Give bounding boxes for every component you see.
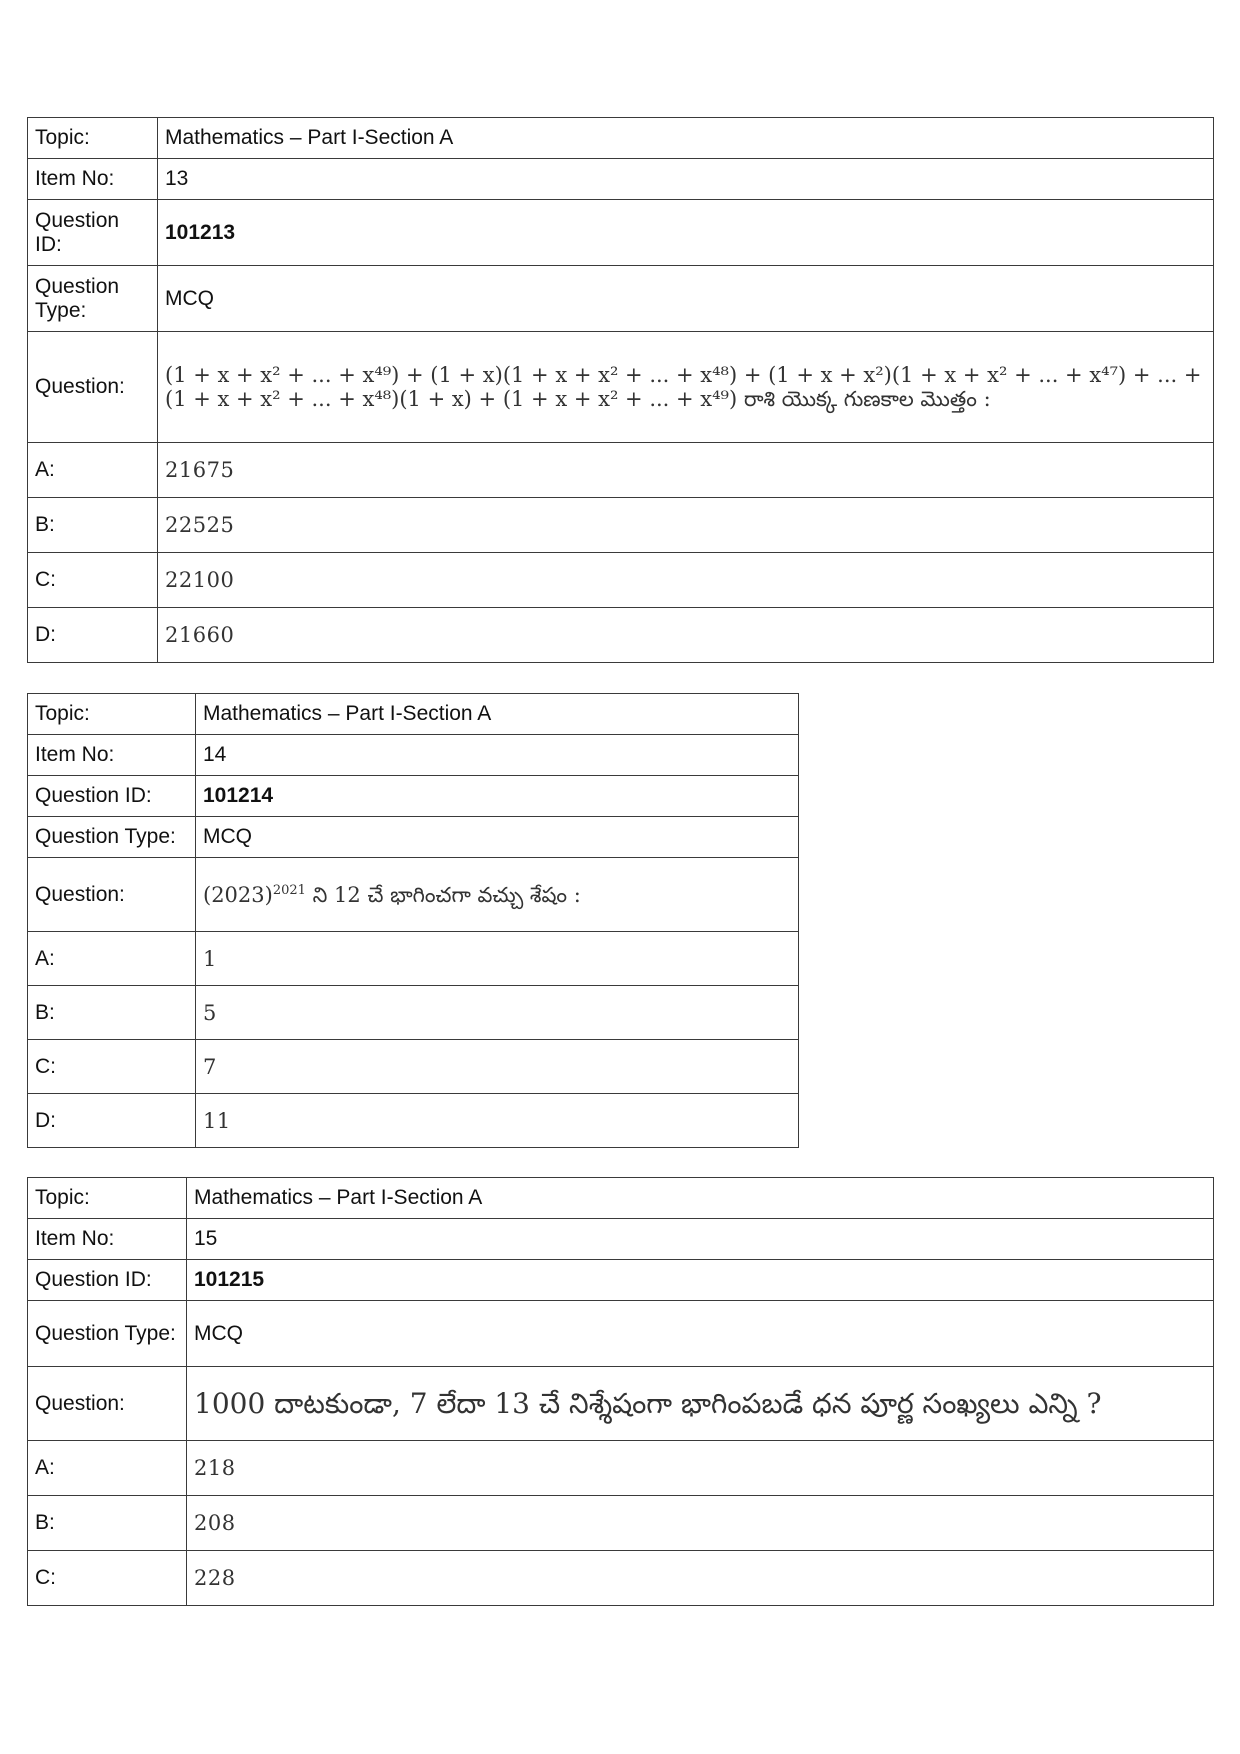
topic-label: Topic: [28, 1178, 187, 1219]
option-value: 5 [196, 986, 799, 1040]
option-row-a [28, 443, 1214, 498]
question-label: Question: [28, 1367, 187, 1441]
qtype-row [28, 817, 799, 858]
qid-value: 101213 [158, 200, 1214, 266]
option-row-c [28, 1040, 799, 1094]
option-row-b [28, 986, 799, 1040]
option-value: 21660 [158, 608, 1214, 663]
option-label: B: [28, 1496, 187, 1551]
qtype-value: MCQ [187, 1301, 1214, 1367]
option-row-d [28, 1094, 799, 1148]
option-label: B: [28, 498, 158, 553]
option-label: A: [28, 443, 158, 498]
option-label: C: [28, 1040, 196, 1094]
option-row-a [28, 1441, 1214, 1496]
option-label: C: [28, 1551, 187, 1606]
qid-label: Question ID: [28, 1260, 187, 1301]
question-row [28, 858, 799, 932]
item-row [28, 159, 1214, 200]
qtype-value: MCQ [196, 817, 799, 858]
option-value: 208 [187, 1496, 1214, 1551]
qtype-label: Question Type: [28, 1301, 187, 1367]
question-row [28, 1367, 1214, 1441]
option-row-a [28, 932, 799, 986]
question-text: 1000 దాటకుండా, 7 లేదా 13 చే నిశ్శేషంగా భాగింపబడే ధన పూర్ణ సంఖ్యలు ఎన్ని ? [187, 1367, 1214, 1441]
topic-value: Mathematics – Part I-Section A [158, 118, 1214, 159]
qid-label: Question ID: [28, 776, 196, 817]
question-line-1: (1 + x + x² + ... + x⁴⁹) + (1 + x)(1 + x + x² + ... + x⁴⁸) + (1 + x + x²)(1 + x + x² + ... + x⁴⁷) + ... + [165, 363, 1202, 387]
question-line-2: (1 + x + x² + ... + x⁴⁸)(1 + x) + (1 + x + x² + ... + x⁴⁹) రాశి యొక్క గుణకాల మొత్తం : [165, 387, 991, 411]
item-value: 14 [196, 735, 799, 776]
option-value: 7 [196, 1040, 799, 1094]
option-label: B: [28, 986, 196, 1040]
item-row [28, 1219, 1214, 1260]
option-row-b [28, 1496, 1214, 1551]
item-label: Item No: [28, 1219, 187, 1260]
qid-row [28, 776, 799, 817]
qtype-value: MCQ [158, 266, 1214, 332]
topic-row [28, 118, 1214, 159]
question-table-15 [27, 1177, 1214, 1606]
option-row-c [28, 553, 1214, 608]
option-label: A: [28, 1441, 187, 1496]
option-value: 11 [196, 1094, 799, 1148]
option-label: D: [28, 1094, 196, 1148]
topic-label: Topic: [28, 694, 196, 735]
question-row [28, 332, 1214, 443]
qid-row [28, 1260, 1214, 1301]
option-row-d [28, 608, 1214, 663]
topic-label: Topic: [28, 118, 158, 159]
question-text [196, 858, 799, 932]
qtype-label: Question Type: [28, 817, 196, 858]
qtype-row [28, 266, 1214, 332]
qid-value: 101214 [196, 776, 799, 817]
option-value: 22525 [158, 498, 1214, 553]
option-value: 21675 [158, 443, 1214, 498]
option-value: 218 [187, 1441, 1214, 1496]
option-value: 1 [196, 932, 799, 986]
question-label: Question: [28, 332, 158, 443]
option-label: C: [28, 553, 158, 608]
qid-row [28, 200, 1214, 266]
qid-label: Question ID: [28, 200, 158, 266]
option-value: 228 [187, 1551, 1214, 1606]
option-label: A: [28, 932, 196, 986]
topic-row [28, 1178, 1214, 1219]
item-label: Item No: [28, 159, 158, 200]
item-label: Item No: [28, 735, 196, 776]
topic-value: Mathematics – Part I-Section A [196, 694, 799, 735]
question-base: (2023) [203, 882, 273, 907]
option-row-c [28, 1551, 1214, 1606]
option-value: 22100 [158, 553, 1214, 608]
qtype-row [28, 1301, 1214, 1367]
question-exponent: 2021 [272, 882, 306, 898]
question-table-14 [27, 693, 799, 1148]
topic-row [28, 694, 799, 735]
topic-value: Mathematics – Part I-Section A [187, 1178, 1214, 1219]
item-value: 15 [187, 1219, 1214, 1260]
item-row [28, 735, 799, 776]
qid-value: 101215 [187, 1260, 1214, 1301]
option-label: D: [28, 608, 158, 663]
item-value: 13 [158, 159, 1214, 200]
question-table-13 [27, 117, 1214, 663]
question-rest: ని 12 చే భాగించగా వచ్చు శేషం : [305, 882, 581, 907]
qtype-label: Question Type: [28, 266, 158, 332]
question-text [158, 332, 1214, 443]
question-label: Question: [28, 858, 196, 932]
option-row-b [28, 498, 1214, 553]
